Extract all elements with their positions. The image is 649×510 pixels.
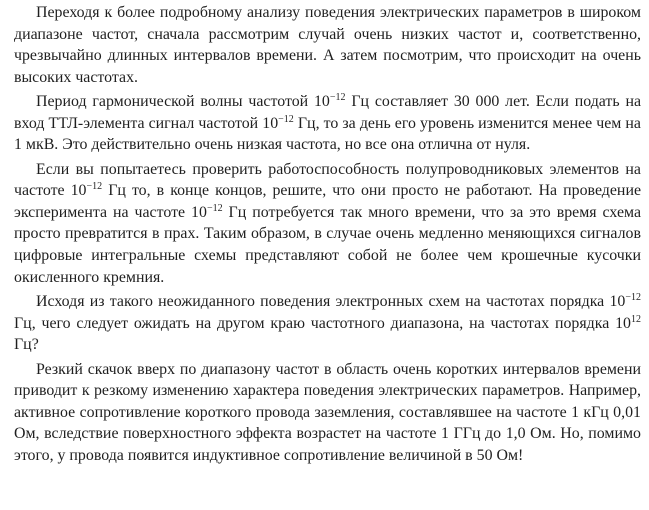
text-run: Период гармонической волны частотой 10 <box>36 93 330 111</box>
text-run: Резкий скачок вверх по диапазону частот в область очень коротких интервалов времени приводит к резкому изменению характера поведения электрических параметров. Например, активное сопротивление короткого провода заземления, составлявшее на частоте 1 кГц 0,01 Ом, вследствие поверхностного эффекта возрастет на частоте 1 ГГц до 1,0 Ом. Но, помимо этого, у провода появится индуктивное сопротивление величиной в 50 Ом! <box>14 360 641 464</box>
text-run: Гц то, в конце концов, решите, что они просто не работают. На проведение эксперимента на частоте 10 <box>14 182 641 221</box>
text-run: Если вы попытаетесь проверить работоспособность полупроводниковых элементов на частоте 10 <box>14 160 641 200</box>
paragraph-ground-wire-impedance <box>14 359 641 467</box>
paragraph-low-frequency-period <box>14 91 641 156</box>
text-run: Исходя из такого неожиданного поведения электронных схем на частотах порядка 10 <box>36 293 626 311</box>
exponent: −12 <box>206 202 223 214</box>
text-run: Гц, чего следует ожидать на другом краю частотного диапазона, на частотах порядка 10 <box>14 314 631 332</box>
text-run: Переходя к более подробному анализу поведения электрических параметров в широком диапазоне частот, сначала рассмотрим случай очень низких частот и, соответственно, чрезвычайно длинных интервалов времени. А затем посмотрим, что происходит на очень высоких частотах. <box>14 4 641 86</box>
text-run: Гц потребуется так много времени, что за это время схема просто превратится в прах. Таким образом, в случае очень медленно меняющихся сигналов цифровые интегральные схемы представляют собой не более чем крошечные кусочки окисленного кремния. <box>14 203 641 286</box>
exponent: −12 <box>86 181 103 193</box>
paragraph-intro <box>14 2 641 88</box>
exponent: −12 <box>278 113 294 125</box>
paragraph-semiconductor-test <box>14 159 641 288</box>
text-run: Гц? <box>14 336 39 354</box>
exponent: −12 <box>625 292 641 304</box>
exponent: −12 <box>329 92 346 104</box>
paragraph-high-frequency-question <box>14 291 641 356</box>
text-run: Гц составляет 30 000 лет. Если подать на вход ТТЛ-элемента сигнал частотой 10 <box>14 93 642 132</box>
text-run: Гц, то за день его уровень изменится менее чем на 1 мкВ. Это действительно очень низкая частота, но все она отлична от нуля. <box>14 114 641 154</box>
exponent: 12 <box>631 313 641 325</box>
